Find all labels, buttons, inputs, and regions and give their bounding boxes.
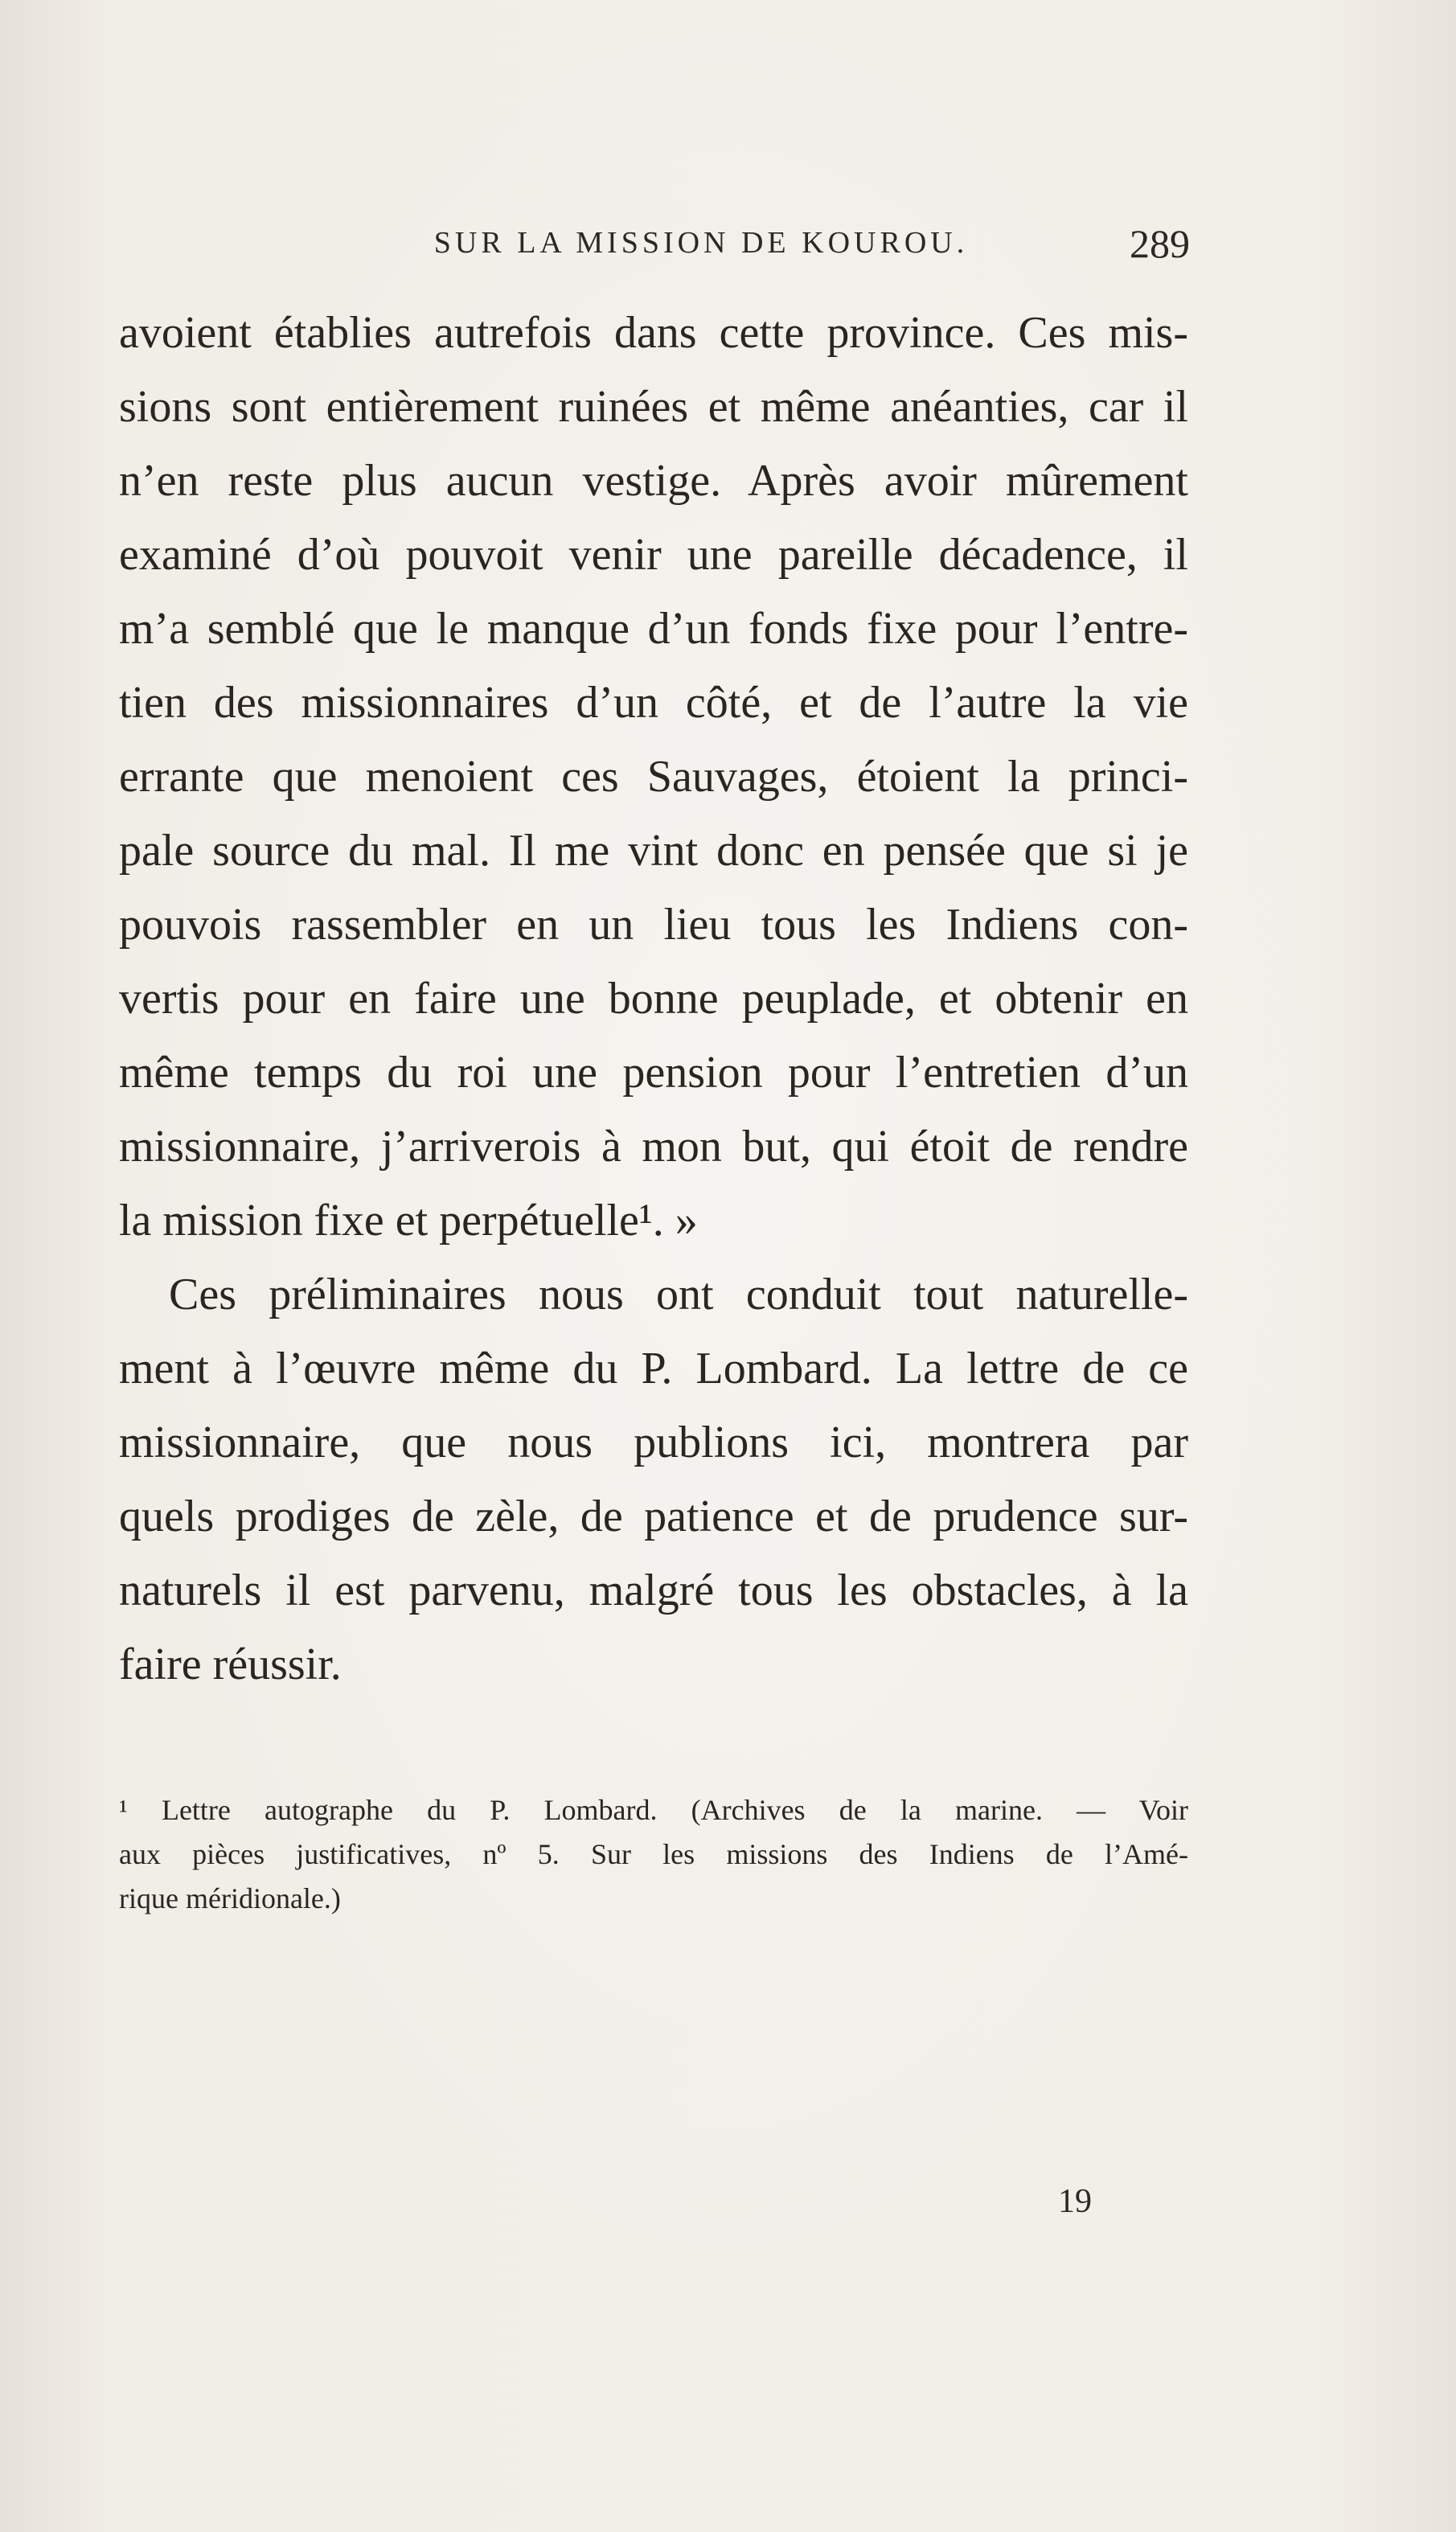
text-line: quels prodiges de zèle, de patience et de prudence sur- xyxy=(119,1492,1188,1541)
text-line: ment à l’œuvre même du P. Lombard. La lettre de ce xyxy=(119,1344,1188,1393)
text-line: Ces préliminaires nous ont conduit tout naturelle- xyxy=(169,1270,1188,1319)
text-line: avoient établies autrefois dans cette province. Ces mis- xyxy=(119,308,1188,358)
text-line: naturels il est parvenu, malgré tous les obstacles, à la xyxy=(119,1566,1188,1615)
text-line: sions sont entièrement ruinées et même anéanties, car il xyxy=(119,382,1188,432)
footnote-line: aux pièces justificatives, nº 5. Sur les missions des Indiens de l’Amé- xyxy=(119,1838,1188,1870)
body-text xyxy=(119,296,1188,1701)
text-line: tien des missionnaires d’un côté, et de l’autre la vie xyxy=(119,678,1188,728)
page-number: 289 xyxy=(1130,221,1190,266)
text-line: errante que menoient ces Sauvages, étoient la princi- xyxy=(119,752,1188,802)
text-line: pale source du mal. Il me vint donc en pensée que si je xyxy=(119,826,1188,876)
text-line: vertis pour en faire une bonne peuplade, et obtenir en xyxy=(119,974,1188,1024)
text-line: faire réussir. xyxy=(119,1639,342,1689)
text-line: n’en reste plus aucun vestige. Après avoir mûrement xyxy=(119,456,1188,506)
running-title: SUR LA MISSION DE KOUROU. xyxy=(433,226,969,260)
running-head xyxy=(113,221,1190,273)
text-line: examiné d’où pouvoit venir une pareille décadence, il xyxy=(119,530,1188,580)
signature-mark: 19 xyxy=(1058,2183,1092,2220)
text-line: même temps du roi une pension pour l’entretien d’un xyxy=(119,1048,1188,1098)
text-line: missionnaire, que nous publions ici, montrera par xyxy=(119,1418,1188,1467)
footnote-line: ¹ Lettre autographe du P. Lombard. (Archives de la marine. — Voir xyxy=(119,1794,1188,1826)
text-line: m’a semblé que le manque d’un fonds fixe pour l’entre- xyxy=(119,604,1188,654)
footnote-line: rique méridionale.) xyxy=(119,1882,341,1914)
text-line: missionnaire, j’arriverois à mon but, qui étoit de rendre xyxy=(119,1122,1188,1172)
text-line: la mission fixe et perpétuelle¹. » xyxy=(119,1196,698,1245)
footnote xyxy=(119,1788,1188,1921)
text-line: pouvois rassembler en un lieu tous les Indiens con- xyxy=(119,900,1188,950)
